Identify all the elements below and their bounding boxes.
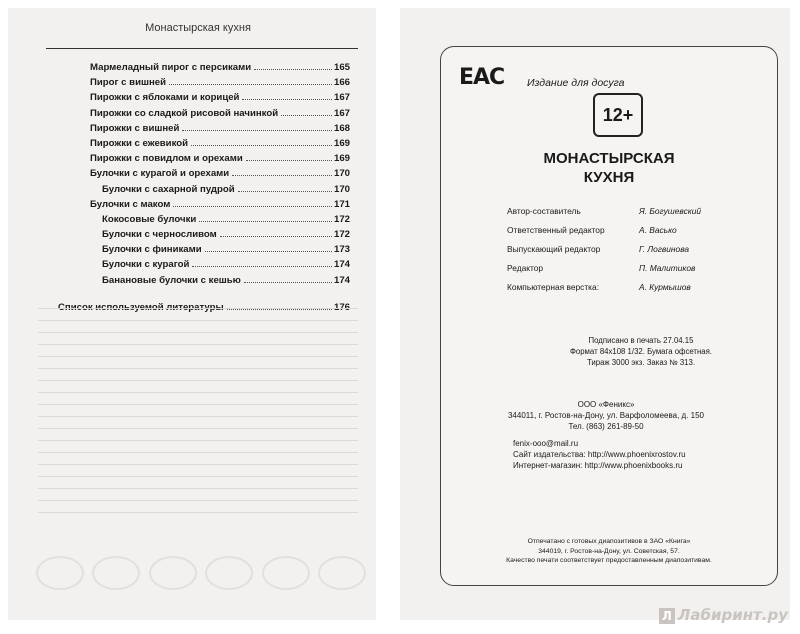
print-details (441, 335, 781, 368)
toc-entry-page: 173 (333, 244, 350, 256)
credit-name: А. Курмышов (639, 281, 691, 292)
toc-entry-page: 169 (333, 137, 350, 149)
toc-entry-title: Банановые булочки с кешью (102, 274, 241, 286)
toc-entry (58, 214, 350, 229)
toc-entry-title: Пирожки с яблоками и корицей (90, 92, 240, 104)
left-page (8, 8, 376, 620)
toc-leader-dots (169, 84, 332, 85)
toc-entry-title: Пирожки со сладкой рисовой начинкой (90, 107, 279, 119)
credit-row (507, 239, 767, 258)
toc-entry-page: 174 (333, 259, 350, 271)
faint-icon (205, 556, 253, 590)
toc-entry-page: 174 (333, 274, 350, 286)
eac-mark: ЕАС (459, 65, 505, 90)
credit-row (507, 258, 767, 277)
toc-entry-title: Пирог с вишней (90, 77, 166, 89)
toc-leader-dots (242, 99, 332, 100)
toc-entry (58, 62, 350, 77)
toc-entry-title: Булочки с черносливом (102, 229, 217, 241)
toc-entry-title: Пирожки с повидлом и орехами (90, 153, 243, 165)
credit-name: Я. Богушевский (639, 205, 702, 216)
toc-entry-page: 165 (333, 62, 350, 73)
age-rating-badge: 12+ (593, 93, 643, 137)
faint-icon (262, 556, 310, 590)
faint-icon (92, 556, 140, 590)
printer-info (441, 537, 777, 566)
toc-leader-dots (192, 266, 332, 267)
publisher-site: Сайт издательства: http://www.phoenixrostov.ru (513, 450, 686, 459)
toc-entry-title: Булочки с финиками (102, 244, 202, 256)
toc-leader-dots (173, 206, 332, 207)
publisher-address: 344011, г. Ростов-на-Дону, ул. Варфоломеева, д. 150 (507, 411, 704, 420)
right-page (400, 8, 790, 620)
toc-entry (58, 108, 350, 123)
toc-entry-title: Пирожки с вишней (90, 122, 180, 134)
toc-entry-page: 166 (333, 77, 350, 89)
publisher-name: ООО «Феникс» (577, 400, 635, 409)
toc-leader-dots (281, 115, 332, 116)
printed-line: Качество печати соответствует предоставленным диапозитивам. (506, 557, 712, 564)
credit-role: Автор-составитель (507, 205, 581, 216)
publisher-email: fenix-ooo@mail.ru (513, 439, 579, 448)
toc-entry (58, 259, 350, 274)
toc-entry-page: 172 (333, 229, 350, 241)
credit-name: П. Малитиков (639, 262, 696, 273)
faint-icon (318, 556, 366, 590)
toc-leader-dots (254, 69, 332, 70)
credit-name: А. Васько (639, 224, 677, 235)
toc-entry (58, 77, 350, 92)
toc-entry-title: Булочки с маком (90, 198, 171, 210)
credit-role: Ответственный редактор (507, 224, 605, 235)
print-run: Тираж 3000 экз. Заказ № 313. (586, 358, 696, 367)
bleed-through-lines (38, 308, 358, 548)
credit-role: Выпускающий редактор (507, 243, 601, 254)
credit-role: Компьютерная верстка: (507, 281, 600, 292)
toc-leader-dots (220, 236, 332, 237)
toc-entry (58, 138, 350, 153)
toc-entry (58, 153, 350, 168)
toc-entry (58, 229, 350, 244)
toc-entry-page: 171 (333, 198, 350, 210)
toc-entry (58, 275, 350, 290)
toc-entry-page: 172 (333, 213, 350, 225)
publisher-info (501, 399, 711, 471)
toc-entry-title: Кокосовые булочки (102, 213, 197, 225)
toc-entry (58, 123, 350, 138)
watermark-badge: Л (659, 608, 675, 624)
toc-entry-title: Булочки с курагой и орехами (90, 168, 230, 180)
labirint-watermark (659, 606, 788, 624)
toc-entry-page: 170 (333, 183, 350, 195)
credit-role: Редактор (507, 262, 544, 273)
table-of-contents (58, 62, 350, 317)
toc-entry-title: Мармеладный пирог с персиками (90, 62, 252, 73)
publisher-phone: Тел. (863) 261-89-50 (568, 422, 644, 431)
toc-entry-title: Булочки с сахарной пудрой (102, 183, 235, 195)
header-rule (46, 48, 358, 49)
toc-entry (58, 199, 350, 214)
title-line: КУХНЯ (583, 169, 635, 186)
credits-list (507, 201, 767, 296)
faint-icon (36, 556, 84, 590)
toc-entry (58, 168, 350, 183)
bleed-through-icons (36, 556, 366, 600)
printed-line: Отпечатано с готовых диапозитивов в ЗАО «Книга» (527, 538, 691, 545)
toc-leader-dots (244, 282, 332, 283)
toc-leader-dots (191, 145, 332, 146)
toc-entry-page: 167 (333, 92, 350, 104)
toc-entry (58, 92, 350, 107)
toc-entry (58, 244, 350, 259)
imprint-box (440, 46, 778, 586)
running-head: Монастырская кухня (145, 22, 251, 34)
credit-row (507, 201, 767, 220)
printed-line: 344019, г. Ростов-на-Дону, ул. Советская, 57. (538, 547, 680, 555)
book-title (441, 149, 777, 187)
toc-entry-title: Булочки с курагой (102, 259, 190, 271)
toc-leader-dots (238, 191, 332, 192)
toc-leader-dots (182, 130, 332, 131)
print-format: Формат 84x108 1/32. Бумага офсетная. (569, 347, 713, 356)
toc-entry-page: 170 (333, 168, 350, 180)
toc-entry-page: 167 (333, 107, 350, 119)
title-line: МОНАСТЫРСКАЯ (543, 150, 675, 167)
print-signed: Подписано в печать 27.04.15 (588, 336, 694, 345)
toc-leader-dots (246, 160, 332, 161)
toc-leader-dots (232, 175, 332, 176)
faint-icon (149, 556, 197, 590)
toc-entry-page: 169 (333, 153, 350, 165)
watermark-text: Лабиринт.ру (677, 606, 788, 624)
toc-entry-title: Пирожки с ежевикой (90, 137, 189, 149)
credit-row (507, 277, 767, 296)
edition-type: Издание для досуга (527, 77, 625, 89)
publisher-shop: Интернет-магазин: http://www.phoenixbooks.ru (513, 461, 683, 470)
toc-entry-page: 168 (333, 122, 350, 134)
toc-entry (58, 184, 350, 199)
toc-leader-dots (205, 251, 332, 252)
toc-leader-dots (199, 221, 332, 222)
credit-name: Г. Логвинова (639, 243, 690, 254)
credit-row (507, 220, 767, 239)
